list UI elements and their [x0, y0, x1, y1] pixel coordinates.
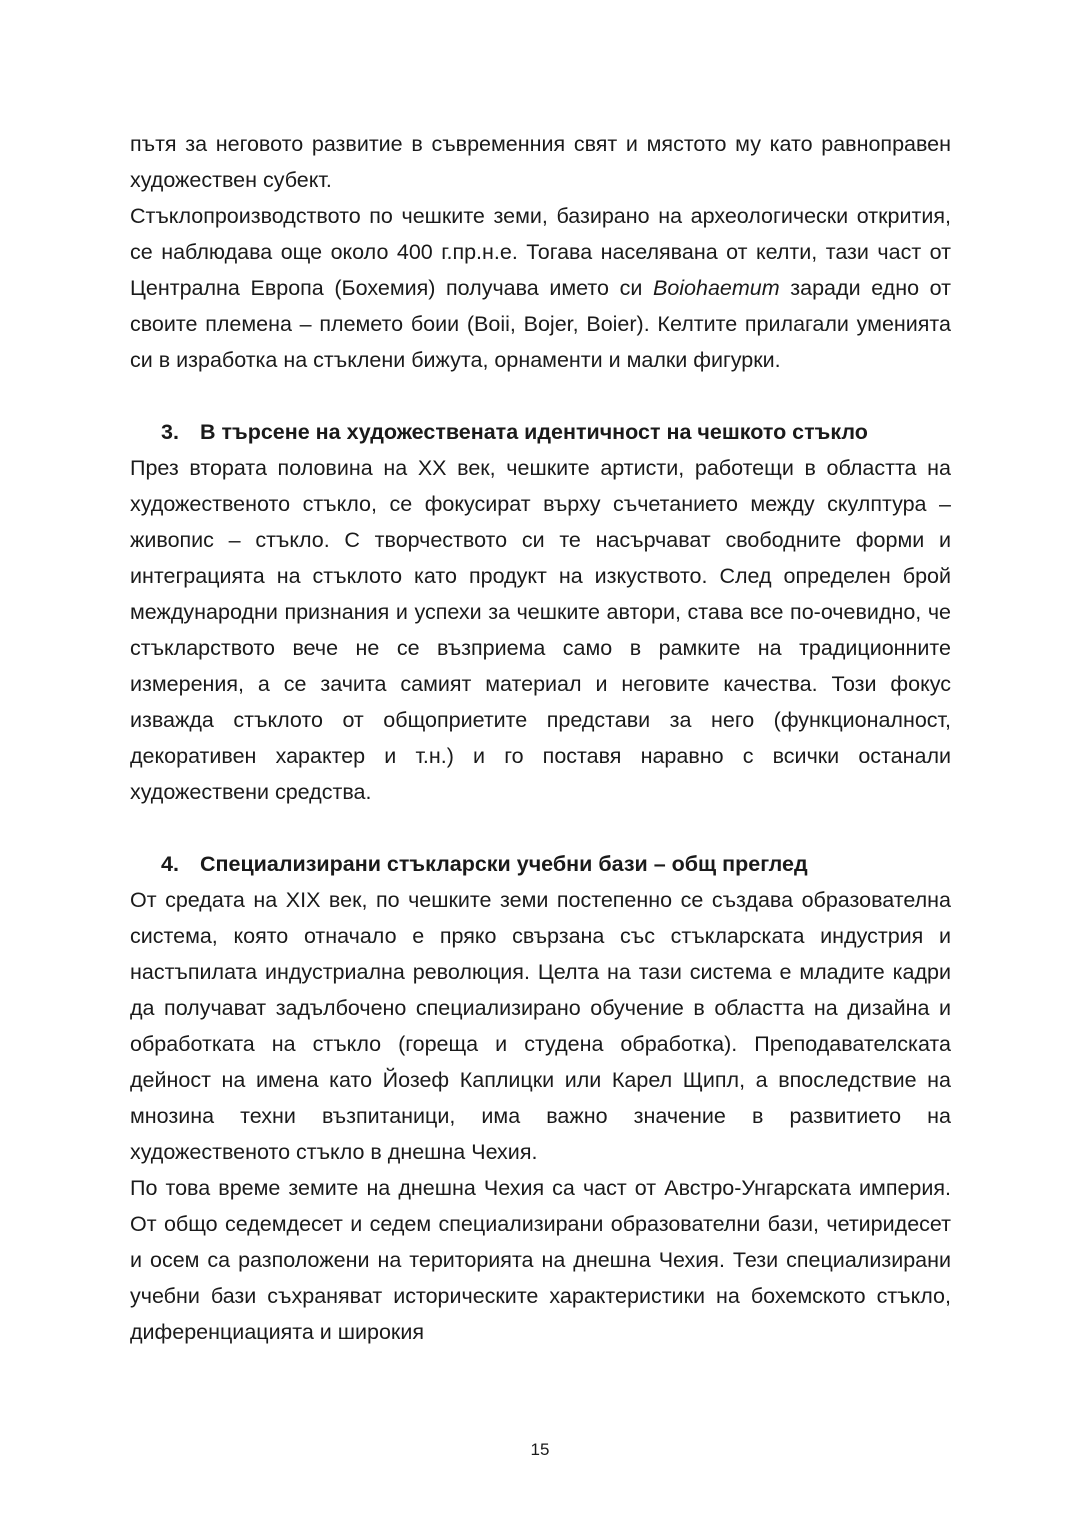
section-3-title: В търсене на художествената идентичност на чешкото стъкло — [200, 420, 868, 444]
intro-paragraph: пътя за неговото развитие в съвременния свят и мястото му като равноправен художествен субект. — [130, 132, 951, 192]
section-4-number: 4. — [161, 852, 179, 876]
section-4-paragraph-1: От средата на XIX век, по чешките земи постепенно се създава образователна система, която отначало е пряко свързана със стъкларската индустрия и настъпилата индустриална революция. Целта на тази система е младите кадри да получават задълбочено специализирано обучение в областта на дизайна и обработката на стъкло (гореща и студена обработка). Преподавателската дейност на имена като Йозеф Каплицки или Карел Щипл, а впоследствие на мнозина техни възпитаници, има важно значение в развитието на художественото стъкло в днешна Чехия. — [130, 888, 951, 1164]
section-spacer — [130, 810, 951, 846]
section-4-heading — [130, 846, 951, 882]
bohemia-italic-term: Boiohaemum — [652, 276, 780, 300]
section-3-paragraph: През втората половина на XX век, чешките артисти, работещи в областта на художественото стъкло, се фокусират върху съчетанието между скулптура – живопис – стъкло. С творчеството си те насърчават свободните форми и интеграцията на стъклото като продукт на изкуството. След определен брой международни признания и успехи за чешките автори, става все по-очевидно, че стъкларството вече не се възприема само в рамките на традиционните измерения, а се зачита самият материал и неговите качества. Този фокус изважда стъклото от общоприетите представи за него (функционалност, декоративен характер и т.н.) и го поставя наравно с всички останали художествени средства. — [130, 456, 951, 804]
section-4-title: Специализирани стъкларски учебни бази – общ преглед — [200, 852, 808, 876]
page-number: 15 — [530, 1440, 550, 1459]
section-3-heading — [130, 414, 951, 450]
section-3-number: 3. — [161, 420, 179, 444]
bohemia-paragraph — [130, 198, 951, 378]
bohemia-text-start: Стъклопроизводството по чешките земи, базирано на археологически открития, се наблюдава още около 400 г.пр.н.е. Тогава населявана от келти, тази част от Централна Европа (Бохемия) получава името си — [130, 204, 951, 300]
section-4-paragraph-2: По това време земите на днешна Чехия са част от Австро-Унгарската империя. От общо седемдесет и седем специализирани образователни бази, четиридесет и осем са разположени на територията на днешна Чехия. Тези специализирани учебни бази съхраняват историческите характеристики на бохемското стъкло, диференциацията и широкия — [130, 1176, 951, 1344]
document-body — [130, 126, 951, 1350]
section-spacer — [130, 378, 951, 414]
bohemia-text-end: заради едно от своите племена – племето боии (Boii, Bojer, Boier). Келтите прилагали уменията си в изработка на стъклени бижута, орнаменти и малки фигурки. — [130, 276, 952, 372]
